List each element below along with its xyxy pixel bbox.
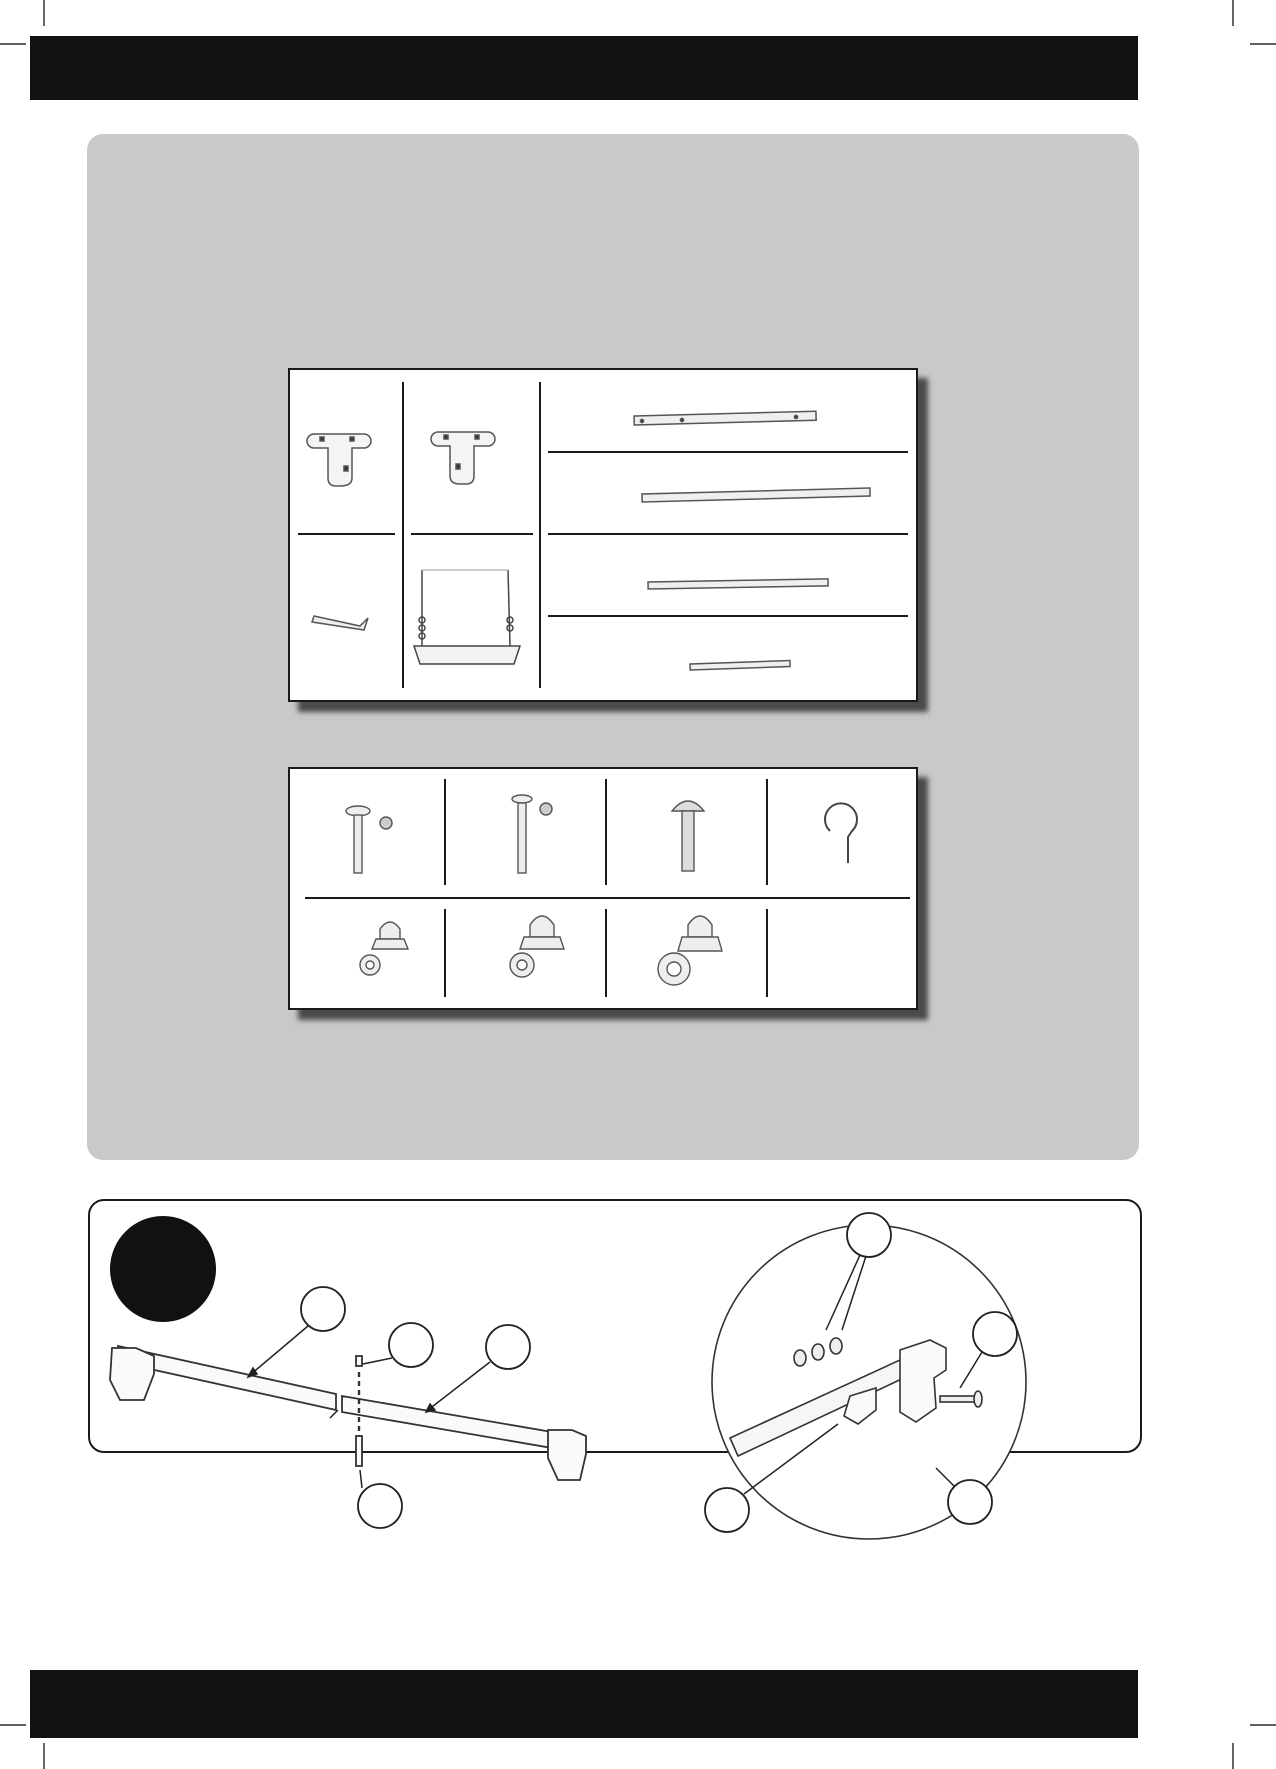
rail-icons: [634, 411, 870, 670]
long-bolt-2-icon: [512, 795, 552, 873]
frame-parts-illustration: [290, 370, 916, 700]
swing-seat-icon: [414, 570, 520, 664]
frame-parts-box: [288, 368, 918, 702]
assembly-step-frame: [88, 1199, 1142, 1453]
cap-nut-large-icon: [658, 916, 722, 985]
short-leg-tube-icon: [312, 616, 368, 630]
t-bracket-left-icon: [307, 434, 371, 486]
hardware-illustration: [290, 769, 916, 1008]
cap-nut-medium-icon: [510, 916, 564, 977]
cap-nut-small-icon: [360, 922, 408, 975]
header-band: [30, 36, 1138, 100]
carriage-bolt-icon: [672, 801, 704, 871]
long-bolt-icon: [346, 806, 392, 873]
t-bracket-right-icon: [431, 432, 495, 484]
footer-band: [30, 1670, 1138, 1738]
step-number-badge: [110, 1216, 216, 1322]
s-hook-icon: [825, 803, 857, 863]
hardware-box: [288, 767, 918, 1010]
